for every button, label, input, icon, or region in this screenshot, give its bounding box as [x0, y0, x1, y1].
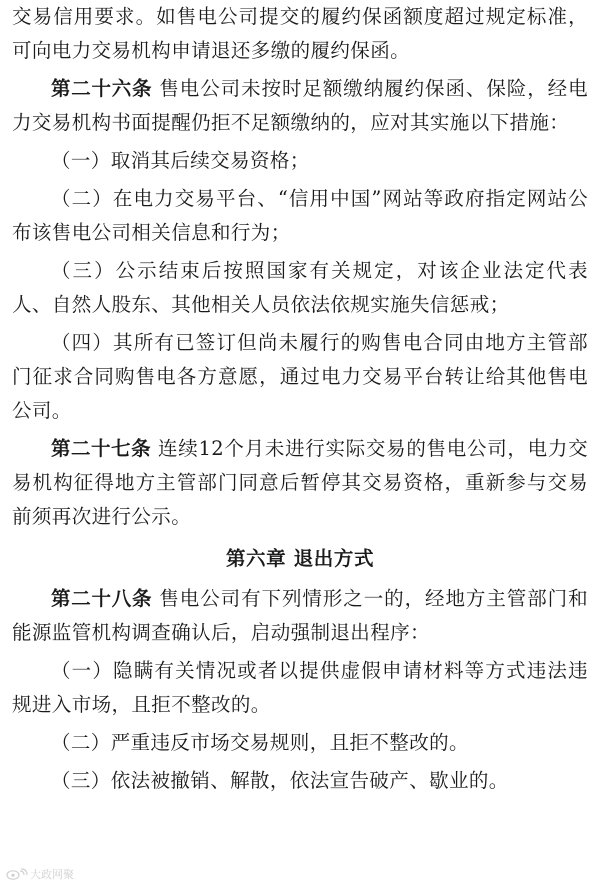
- article-28: [0, 582, 600, 650]
- article-26-item-1: （一）取消其后续交易资格；: [51, 149, 310, 172]
- article-26: [0, 72, 600, 140]
- paragraph-continuation: 交易信用要求。如售电公司提交的履约保函额度超过规定标准，可向电力交易机构申请退还多缴的履约保函。: [12, 5, 588, 62]
- article-26-number: 第二十六条: [51, 77, 153, 100]
- article-28-item-1: （一）隐瞒有关情况或者以提供虚假申请材料等方式违法违规进入市场，且拒不整改的。: [12, 659, 588, 716]
- article-27: [0, 432, 600, 534]
- article-27-text: 连续12个月未进行实际交易的售电公司，电力交易机构征得地方主管部门同意后暂停其交易资格，重新参与交易前须再次进行公示。: [12, 437, 588, 528]
- article-28-number: 第二十八条: [51, 587, 153, 610]
- article-26-item-3: （三）公示结束后按照国家有关规定，对该企业法定代表人、自然人股东、其他相关人员依法依规实施失信惩戒；: [12, 259, 588, 316]
- article-27-number: 第二十七条: [51, 437, 152, 460]
- article-26-item-2: （二）在电力交易平台、“信用中国”网站等政府指定网站公布该售电公司相关信息和行为；: [12, 187, 588, 244]
- weibo-logo-icon: [6, 868, 28, 880]
- article-28-item-3: （三）依法被撤销、解散，依法宣告破产、歇业的。: [51, 769, 509, 792]
- article-26-item-4: （四）其所有已签订但尚未履行的购售电合同由地方主管部门征求合同购售电各方意愿，通过电力交易平台转让给其他售电公司。: [12, 331, 588, 422]
- chapter-heading: 第六章 退出方式: [225, 547, 375, 570]
- watermark-text: 大政网聚: [30, 868, 74, 881]
- article-28-item-2: （二）严重违反市场交易规则，且拒不整改的。: [51, 731, 469, 754]
- article-28-text: 售电公司有下列情形之一的，经地方主管部门和能源监管机构调查确认后，启动强制退出程序：: [12, 587, 588, 644]
- article-26-text: 售电公司未按时足额缴纳履约保函、保险，经电力交易机构书面提醒仍拒不足额缴纳的，应对其实施以下措施：: [12, 77, 588, 134]
- watermark: [6, 866, 74, 882]
